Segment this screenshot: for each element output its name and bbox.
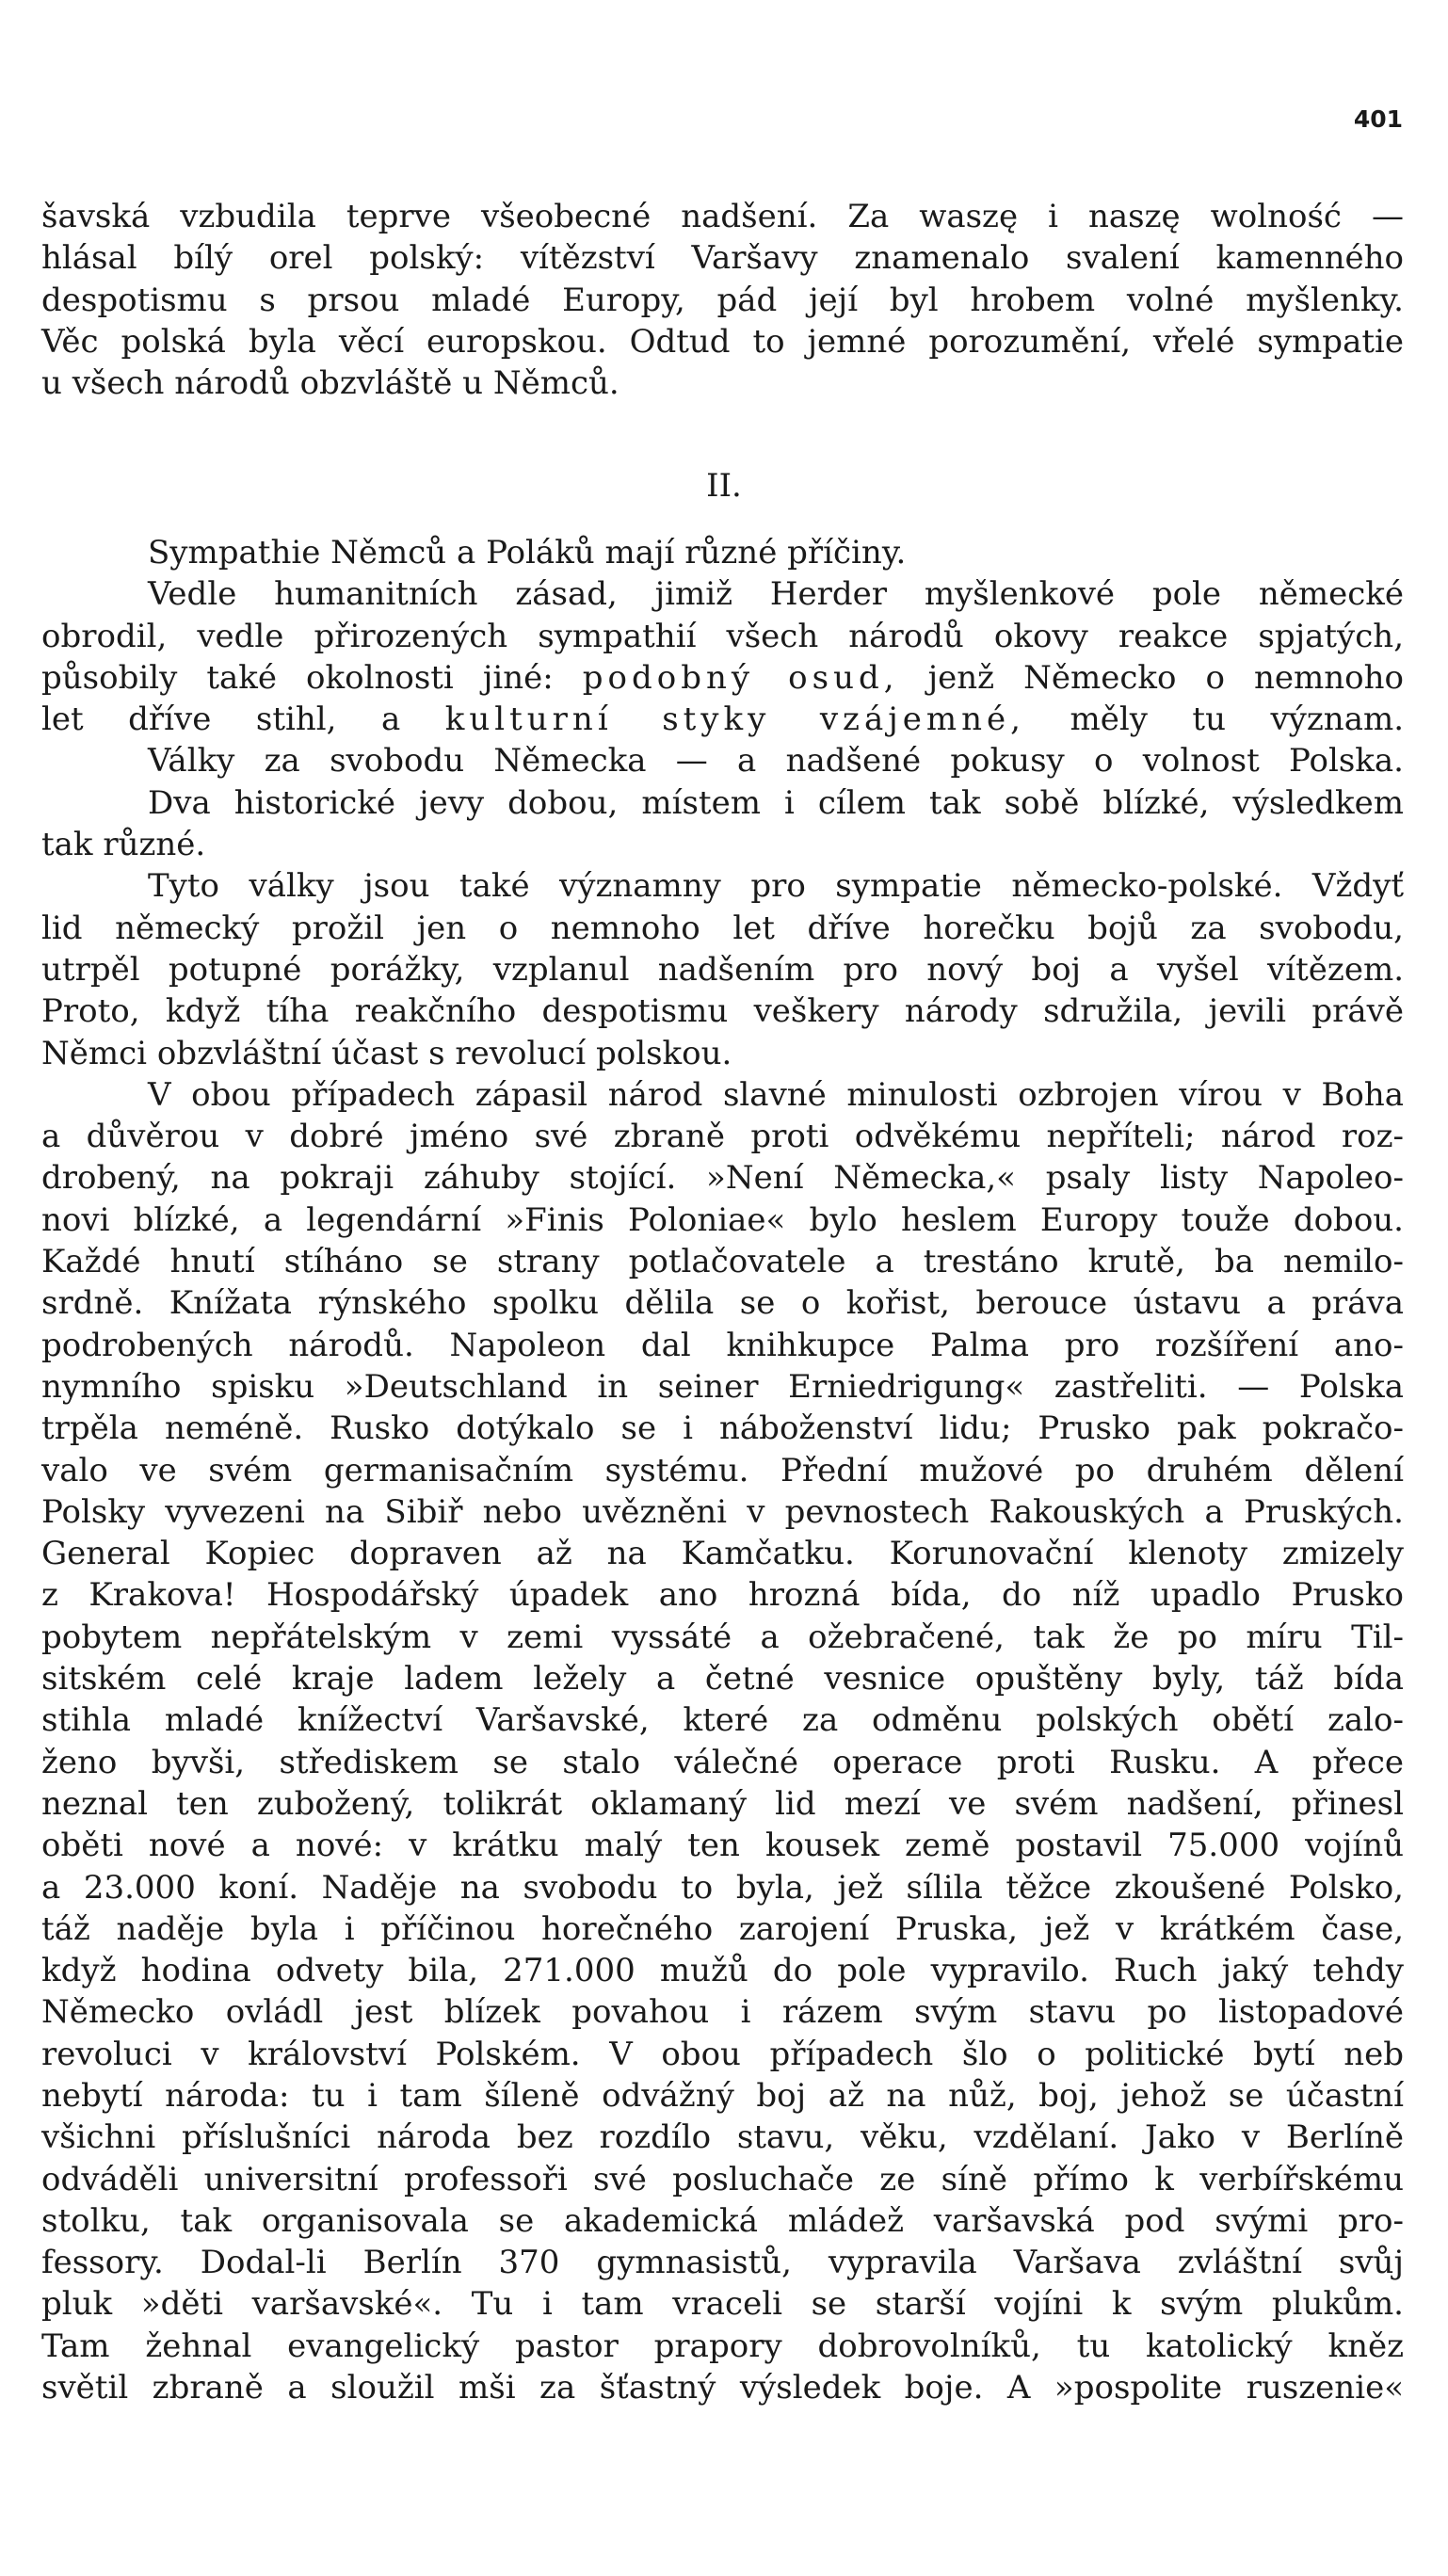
- text-line: Tyto války jsou také významny pro sympatie německo-polské. Vždyť: [148, 867, 1404, 906]
- text-line: Vedle humanitních zásad, jimiž Herder myšlenkové pole německé: [148, 575, 1404, 614]
- text-line: stolku, tak organisovala se akademická mládež varšavská pod svými pro-: [41, 2201, 1404, 2240]
- text-line: světil zbraně a sloužil mši za šťastný výsledek boje. A »pospolite ruszenie«: [41, 2369, 1404, 2407]
- text-line: a důvěrou v dobré jméno své zbraně proti odvěkému nepříteli; národ roz-: [41, 1118, 1404, 1156]
- text-line: šavská vzbudila teprve všeobecné nadšení. Za waszę i naszę wolność —: [41, 198, 1404, 235]
- text-line: u všech národů obzvláště u Němců.: [41, 364, 619, 403]
- text-line: všichni příslušníci národa bez rozdílo stavu, věku, vzdělaní. Jako v Berlíně: [41, 2118, 1404, 2157]
- text-line: utrpěl potupné porážky, vzplanul nadšením pro nový boj a vyšel vítězem.: [41, 950, 1404, 989]
- text-line: trpěla neméně. Rusko dotýkalo se i náboženství lidu; Prusko pak pokračo-: [41, 1409, 1404, 1448]
- text-line: Německo ovládl jest blízek povahou i rázem svým stavu po listopadové: [41, 1993, 1404, 2032]
- top-paragraph: [41, 196, 1404, 404]
- text-line: nymního spisku »Deutschland in seiner Erniedrigung« zastřeliti. — Polska: [41, 1367, 1404, 1406]
- text-line: oběti nové a nové: v krátku malý ten kousek země postavil 75.000 vojínů: [41, 1827, 1404, 1865]
- text-line: Sympathie Němců a Poláků mají různé příčiny.: [148, 534, 907, 572]
- text-line: V obou případech zápasil národ slavné minulosti ozbrojen vírou v Boha: [148, 1075, 1404, 1114]
- text-line: tak různé.: [41, 826, 206, 864]
- main-text: [41, 532, 1404, 2408]
- text-line: neznal ten zubožený, tolikrát oklamaný lid mezí ve svém nadšení, přinesl: [41, 1784, 1404, 1823]
- text-line: revoluci v království Polském. V obou případech šlo o politické bytí neb: [41, 2035, 1404, 2073]
- text-line: z Krakova! Hospodářský úpadek ano hrozná bída, do níž upadlo Prusko: [41, 1576, 1404, 1615]
- emphasized-phrase: kulturní styky vzájemné,: [444, 700, 1025, 739]
- text-line: a 23.000 koní. Naděje na svobodu to byla, jež sílila těžce zkoušené Polsko,: [41, 1868, 1404, 1907]
- text-line: odváděli universitní professoři své posluchače ze síně přímo k verbířskému: [41, 2160, 1404, 2198]
- text-fragment: let dříve stihl, a: [41, 700, 401, 739]
- section-heading: II.: [706, 467, 742, 505]
- text-fragment: měly tu význam.: [1070, 700, 1405, 739]
- text-line: táž naděje byla i příčinou horečného zarojení Pruska, jež v krátkém čase,: [41, 1909, 1404, 1948]
- text-line: pobytem nepřátelským v zemi vyssáté a ožebračené, tak že po míru Til-: [41, 1618, 1404, 1656]
- text-line: Věc polská byla věcí europskou. Odtud to jemné porozumění, vřelé sympatie: [41, 322, 1404, 361]
- text-line: když hodina odvety bila, 271.000 mužů do pole vypravilo. Ruch jaký tehdy: [41, 1952, 1404, 1990]
- text-line: [41, 657, 1404, 699]
- text-line: sitském celé kraje ladem ležely a četné vesnice opuštěny byly, táž bída: [41, 1660, 1404, 1699]
- text-line: General Kopiec dopraven až na Kamčatku. Korunovační klenoty zmizely: [41, 1535, 1404, 1573]
- emphasized-phrase: podobný osud,: [582, 658, 899, 697]
- page-number: 401: [1353, 105, 1403, 133]
- text-line: [41, 699, 1404, 740]
- text-line: drobený, na pokraji záhuby stojící. »Není Německa,« psaly listy Napoleo-: [41, 1159, 1404, 1198]
- text-line: ženo byvši, střediskem se stalo válečné operace proti Rusku. A přece: [41, 1743, 1404, 1781]
- text-line: stihla mladé knížectví Varšavské, které za odměnu polských obětí zalo-: [41, 1701, 1404, 1740]
- text-line: pluk »děti varšavské«. Tu i tam vraceli se starší vojíni k svým plukům.: [41, 2285, 1404, 2324]
- text-line: Dva historické jevy dobou, místem i cílem tak sobě blízké, výsledkem: [148, 783, 1404, 822]
- text-line: hlásal bílý orel polský: vítězství Varšavy znamenalo svalení kamenného: [41, 239, 1404, 278]
- text-line: Proto, když tíha reakčního despotismu veškery národy sdružila, jevili právě: [41, 992, 1404, 1031]
- text-line: srdně. Knížata rýnského spolku dělila se o kořist, berouce ústavu a práva: [41, 1284, 1404, 1323]
- text-line: obrodil, vedle přirozených sympathií všech národů okovy reakce spjatých,: [41, 617, 1404, 655]
- text-line: lid německý prožil jen o nemnoho let dříve horečku bojů za svobodu,: [41, 909, 1404, 947]
- text-fragment: jenž Německo o nemnoho: [927, 658, 1404, 697]
- text-line: Války za svobodu Německa — a nadšené pokusy o volnost Polska.: [148, 742, 1404, 781]
- text-line: Tam žehnal evangelický pastor prapory dobrovolníků, tu katolický kněz: [41, 2326, 1404, 2365]
- text-line: fessory. Dodal-li Berlín 370 gymnasistů, vypravila Varšava zvláštní svůj: [41, 2244, 1404, 2282]
- text-line: podrobených národů. Napoleon dal knihkupce Palma pro rozšíření ano-: [41, 1326, 1404, 1364]
- text-line: Každé hnutí stíháno se strany potlačovatele a trestáno krutě, ba nemilo-: [41, 1243, 1404, 1281]
- text-fragment: působily také okolnosti jiné:: [41, 658, 554, 697]
- text-line: nebytí národa: tu i tam šíleně odvážný boj až na nůž, boj, jehož se účastní: [41, 2076, 1404, 2115]
- text-line: Polsky vyvezeni na Sibiř nebo uvězněni v pevnostech Rakouských a Pruských.: [41, 1492, 1404, 1531]
- text-line: Němci obzvláštní účast s revolucí polskou.: [41, 1034, 732, 1072]
- text-line: despotismu s prsou mladé Europy, pád její byl hrobem volné myšlenky.: [41, 281, 1404, 319]
- text-line: valo ve svém germanisačním systému. Přední mužové po druhém dělení: [41, 1451, 1404, 1489]
- text-line: novi blízké, a legendární »Finis Poloniae« bylo heslem Europy touže dobou.: [41, 1200, 1404, 1239]
